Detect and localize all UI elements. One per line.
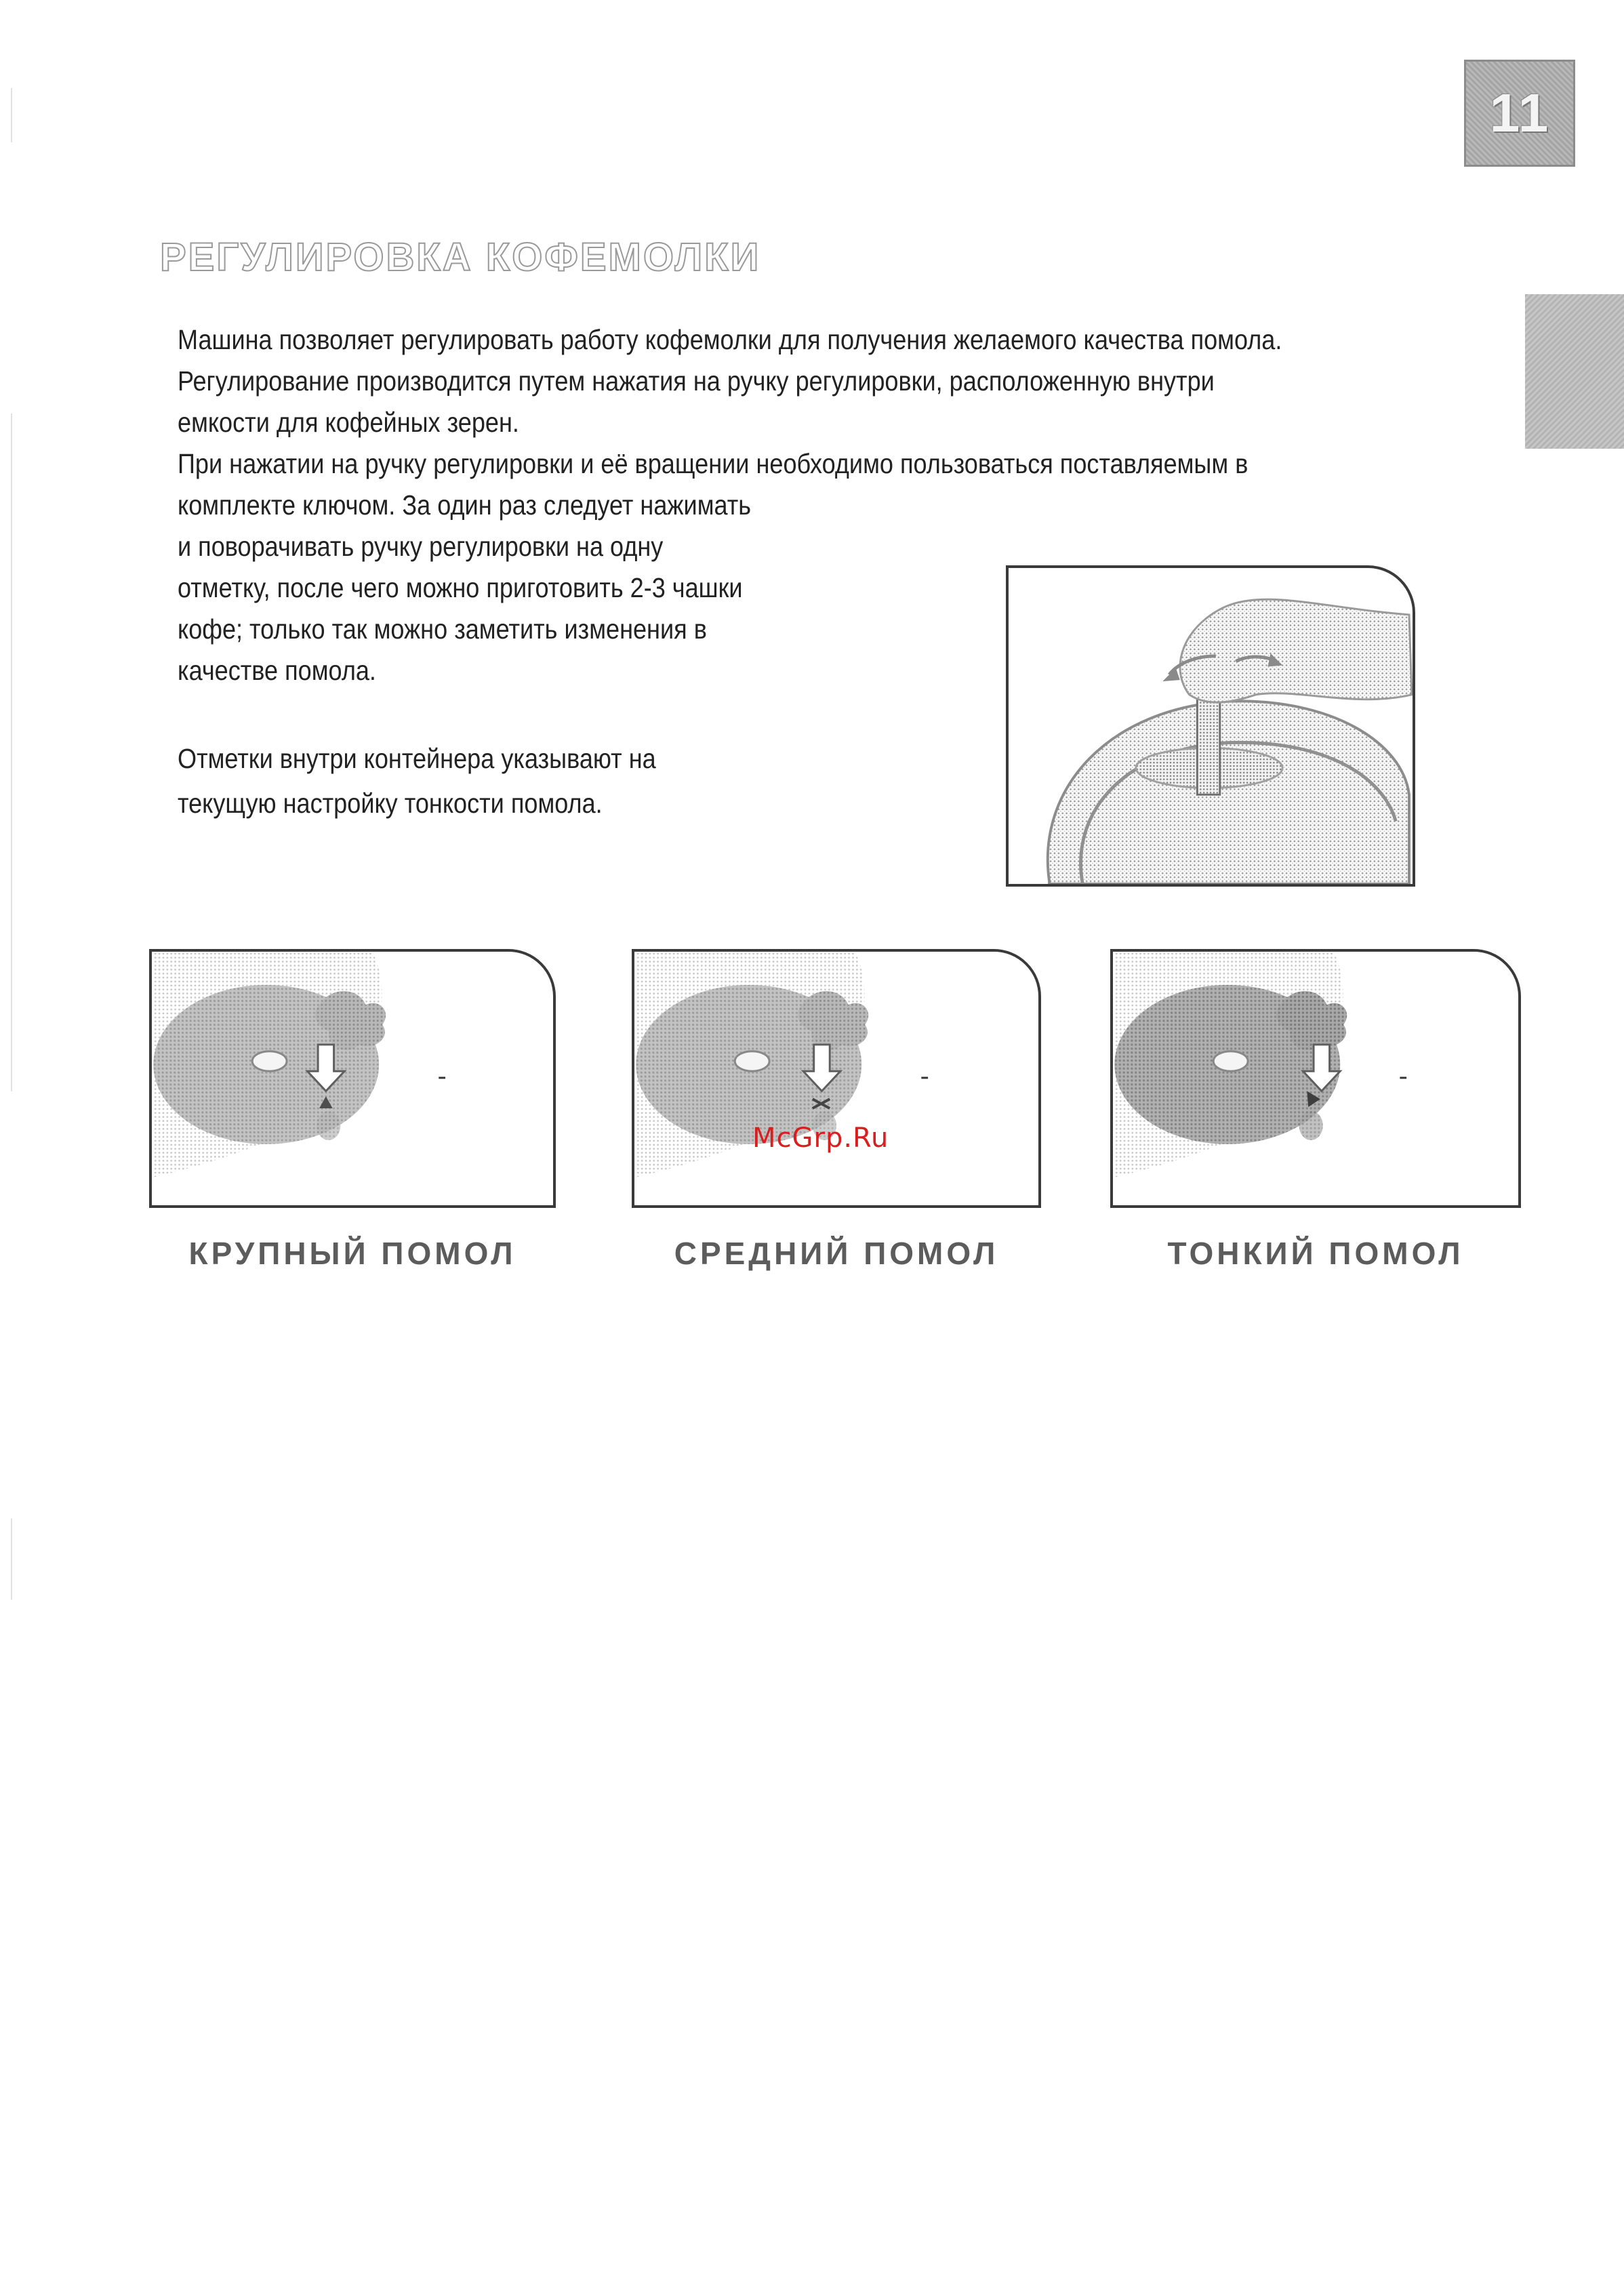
paragraph-line: и поворачивать ручку регулировки на одну: [178, 531, 664, 562]
paragraph-line: качестве помола.: [178, 655, 376, 686]
grind-label: ТОНКИЙ ПОМОЛ: [1167, 1236, 1464, 1271]
medium-grind-setting: [632, 949, 1041, 1208]
grind-label: СРЕДНИЙ ПОМОЛ: [674, 1236, 999, 1271]
note-line: текущую настройку тонкости помола.: [178, 788, 603, 819]
section-tab: [1525, 294, 1624, 449]
grind-label: КРУПНЫЙ ПОМОЛ: [188, 1236, 516, 1271]
fine-grind-setting: [1110, 949, 1521, 1208]
scan-artifact: [11, 1518, 12, 1600]
paragraph-line: комплекте ключом. За один раз следует нажимать: [178, 489, 752, 521]
scan-artifact: [11, 413, 12, 1091]
paragraph-line: При нажатии на ручку регулировки и её вращении необходимо пользоваться поставляемым в: [178, 448, 1249, 479]
page-title: РЕГУЛИРОВКА КОФЕМОЛКИ: [160, 235, 761, 279]
paragraph-line: отметку, после чего можно приготовить 2-3 чашки: [178, 572, 743, 603]
scan-artifact: [11, 88, 12, 142]
page-number: 11: [1489, 83, 1550, 143]
paragraph-line: емкости для кофейных зерен.: [178, 407, 519, 438]
grinder-adjustment-illustration: [1006, 565, 1415, 887]
paragraph-line: кофе; только так можно заметить изменения в: [178, 613, 707, 645]
watermark: McGrp.Ru: [752, 1123, 889, 1154]
page-number-box: [1464, 60, 1575, 167]
note-line: Отметки внутри контейнера указывают на: [178, 743, 656, 774]
paragraph-line: Машина позволяет регулировать работу кофемолки для получения желаемого качества помола.: [178, 324, 1282, 355]
coarse-grind-setting: [149, 949, 556, 1208]
paragraph-line: Регулирование производится путем нажатия на ручку регулировки, расположенную внутри: [178, 365, 1215, 397]
